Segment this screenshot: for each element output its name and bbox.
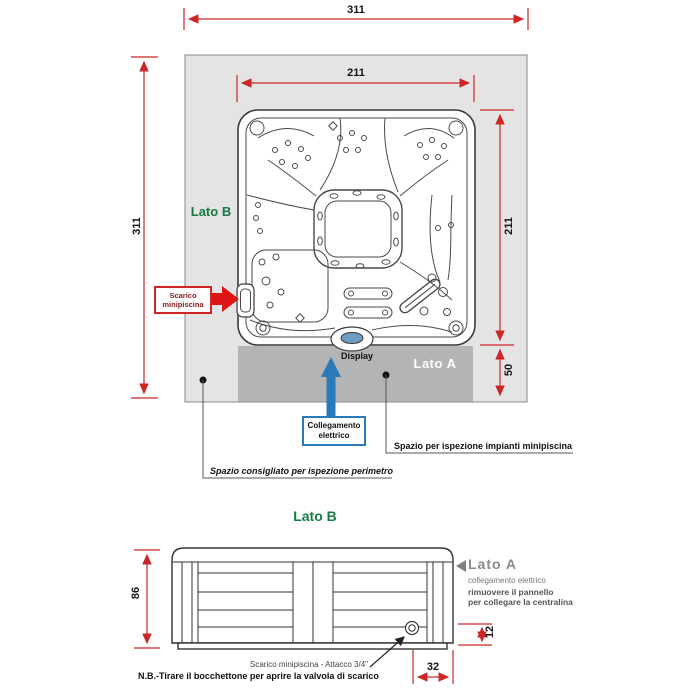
- side-a-note-1: collegamento elettrico: [468, 576, 546, 585]
- label-lato-a-top: Lato A: [413, 356, 457, 371]
- drain-valve-note: Scarico minipiscina - Attacco 3/4": [250, 660, 368, 669]
- dim-tub-width: 211: [347, 67, 365, 79]
- dim-drain-offset: 32: [426, 661, 440, 673]
- side-a-note-2: rimuovere il pannello: [468, 587, 554, 597]
- side-a-note-3: per collegare la centralina: [468, 597, 573, 607]
- label-lato-a-side: Lato A: [468, 556, 518, 572]
- collegamento-line1: Collegamento: [307, 421, 361, 430]
- dim-service-gap: 50: [503, 363, 515, 377]
- collegamento-line2: elettrico: [318, 431, 350, 440]
- note-perimetro: Spazio consigliato per ispezione perimetro: [210, 466, 394, 476]
- label-lato-b-top: Lato B: [190, 204, 232, 219]
- scarico-callout: Scarico minipiscina: [154, 286, 212, 314]
- dim-cabinet-height: 86: [130, 586, 142, 600]
- nb-note: N.B.-Tirare il bocchettone per aprire la valvola di scarico: [138, 671, 379, 681]
- dim-tub-height: 211: [503, 217, 515, 235]
- dim-drain-height: 12: [484, 625, 496, 639]
- note-impianti: Spazio per ispezione impianti minipiscina: [394, 441, 573, 451]
- collegamento-callout: [302, 416, 366, 446]
- dim-overall-width: 311: [347, 4, 365, 16]
- dim-overall-height: 311: [131, 217, 143, 235]
- drain-valve-icon: [406, 622, 419, 635]
- display-oval: [341, 333, 363, 344]
- side-view-title: Lato B: [293, 508, 337, 524]
- lato-a-pointer-icon: [456, 560, 466, 572]
- display-label: Display: [340, 351, 373, 361]
- hot-tub-top-view: [237, 110, 475, 351]
- cabinet-base: [178, 643, 447, 649]
